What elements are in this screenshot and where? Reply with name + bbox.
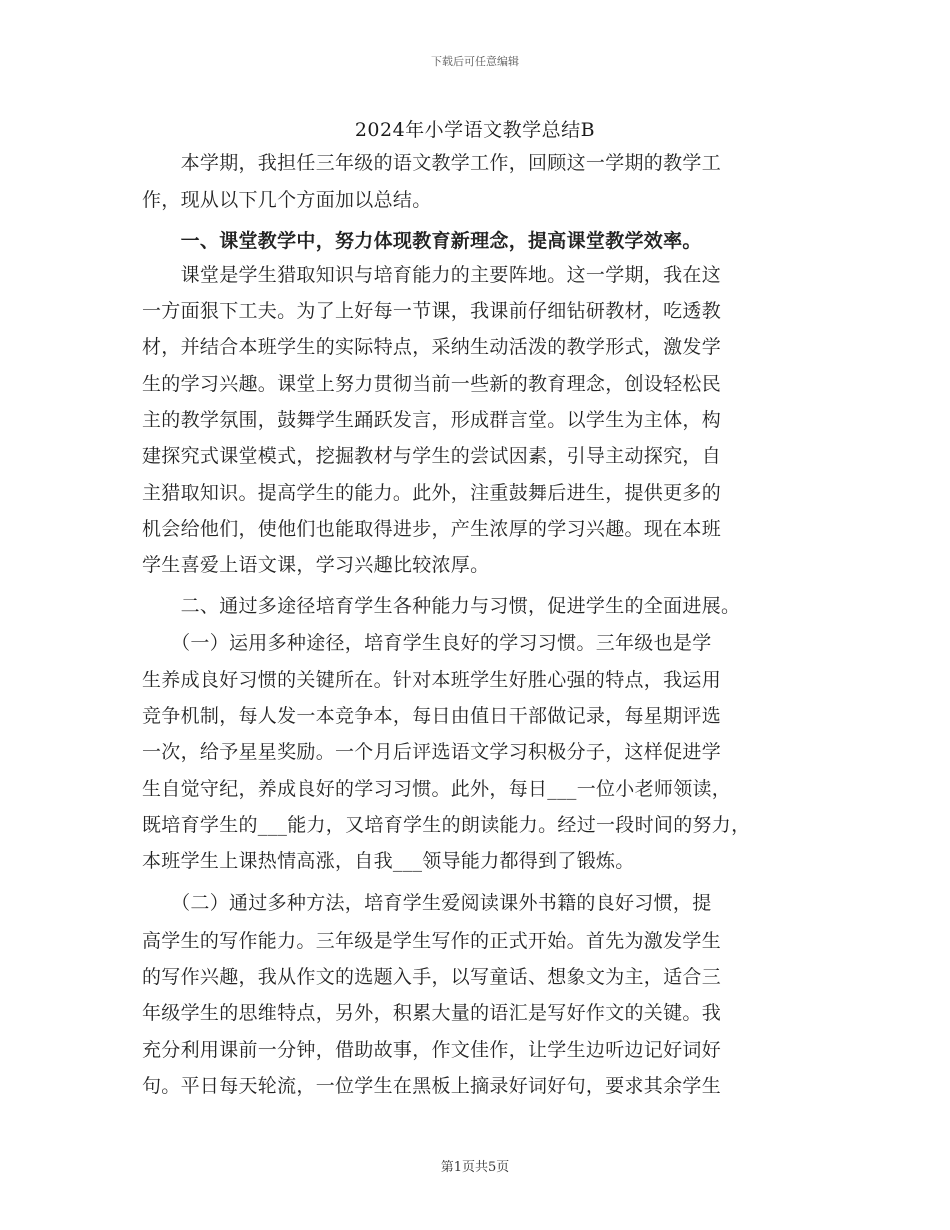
body-line: 学生喜爱上语文课，学习兴趣比较浓厚。	[142, 554, 490, 576]
body-line: 高学生的写作能力。三年级是学生写作的正式开始。首先为激发学生	[142, 930, 722, 952]
body-line: （一）运用多种途径，培育学生良好的学习习惯。三年级也是学	[142, 632, 712, 654]
body-line: 主的教学氛围，鼓舞学生踊跃发言，形成群言堂。以学生为主体，构	[142, 409, 722, 431]
body-line: 生养成良好习惯的关键所在。针对本班学生好胜心强的特点，我运用	[142, 669, 722, 691]
section-heading: 一、课堂教学中，努力体现教育新理念，提高课堂教学效率。	[142, 230, 702, 252]
body-line: 生的学习兴趣。课堂上努力贯彻当前一些新的教育理念，创设轻松民	[142, 373, 722, 395]
body-line: 生自觉守纪，养成良好的学习习惯。此外，每日___一位小老师领读，	[142, 778, 732, 800]
body-line: 主猎取知识。提高学生的能力。此外，注重鼓舞后进生，提供更多的	[142, 482, 722, 504]
body-line: （二）通过多种方法，培育学生爱阅读课外书籍的良好习惯，提	[142, 892, 712, 914]
document-title: 2024年小学语文教学总结B	[354, 119, 596, 141]
body-line: 本学期，我担任三年级的语文教学工作，回顾这一学期的教学工	[142, 152, 722, 174]
body-line: 作，现从以下几个方面加以总结。	[142, 189, 432, 211]
section-heading: 二、通过多途径培育学生各种能力与习惯，促进学生的全面进展。	[142, 595, 741, 617]
body-line: 课堂是学生猎取知识与培育能力的主要阵地。这一学期，我在这	[142, 264, 722, 286]
body-line: 竞争机制，每人发一本竞争本，每日由值日干部做记录，每星期评选	[142, 705, 722, 727]
body-line: 建探究式课堂模式，挖掘教材与学生的尝试因素，引导主动探究，自	[142, 445, 722, 467]
body-line: 材，并结合本班学生的实际特点，采纳生动活泼的教学形式，激发学	[142, 336, 722, 358]
body-line: 机会给他们，使他们也能取得进步，产生浓厚的学习兴趣。现在本班	[142, 518, 722, 540]
body-line: 一方面狠下工夫。为了上好每一节课，我课前仔细钻研教材，吃透教	[142, 300, 722, 322]
page-header-note: 下载后可任意编辑	[431, 55, 519, 68]
body-line: 一次，给予星星奖励。一个月后评选语文学习积极分子，这样促进学	[142, 741, 722, 763]
body-line: 充分利用课前一分钟，借助故事，作文佳作，让学生边听边记好词好	[142, 1039, 722, 1061]
body-line: 的写作兴趣，我从作文的选题入手，以写童话、想象文为主，适合三	[142, 966, 722, 988]
body-line: 年级学生的思维特点，另外，积累大量的语汇是写好作文的关键。我	[142, 1002, 722, 1024]
body-line: 句。平日每天轮流，一位学生在黑板上摘录好词好句，要求其余学生	[142, 1075, 722, 1097]
page-number: 第1页共5页	[440, 1160, 510, 1175]
body-line: 既培育学生的___能力，又培育学生的朗读能力。经过一段时间的努力，	[142, 814, 751, 836]
body-line: 本班学生上课热情高涨，自我___领导能力都得到了锻炼。	[142, 850, 635, 872]
